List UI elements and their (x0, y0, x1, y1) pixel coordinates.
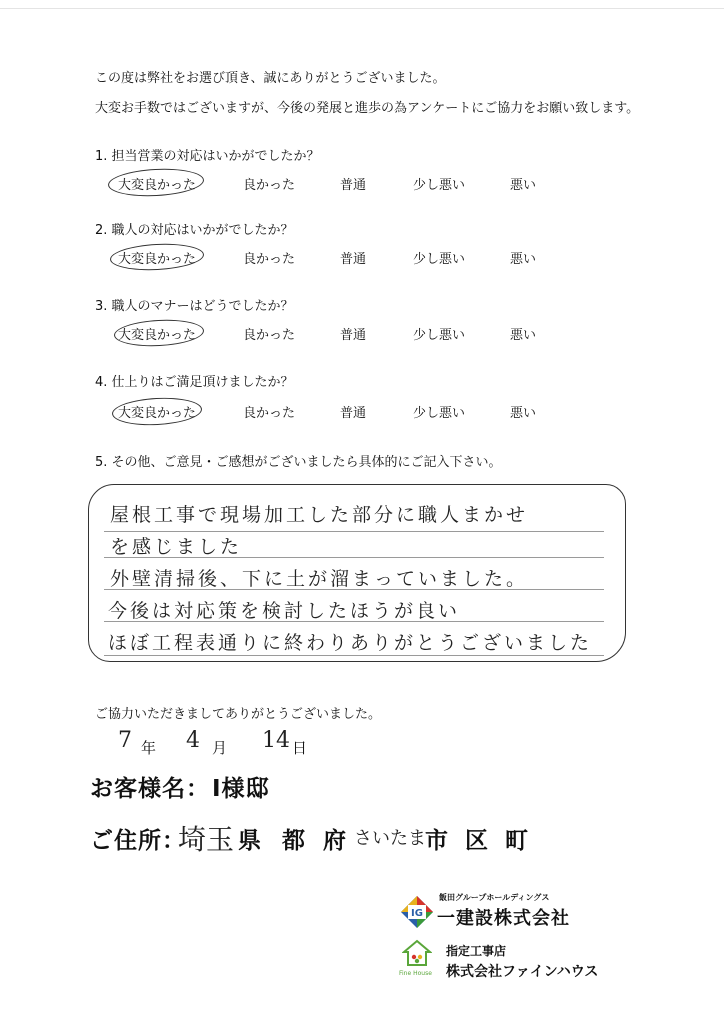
question-3-label: 3. 職人のマナーはどうでしたか？ (95, 299, 294, 314)
intro-line-1: この度は弊社をお選び頂き、誠にありがとうございました。 (95, 71, 446, 86)
q2-option-very-good[interactable]: 大変良かった (118, 252, 197, 267)
ig-logo-text: IG (411, 908, 423, 919)
company-name: 一建設株式会社 (437, 908, 570, 929)
q3-option-average[interactable]: 普通 (340, 328, 367, 343)
date-year-label: 年 (141, 739, 157, 757)
comment-line-1: 屋根工事で現場加工した部分に職人まかせ (110, 504, 529, 526)
address-machi: 町 (505, 828, 528, 854)
q4-option-average[interactable]: 普通 (340, 406, 367, 421)
ig-logo-icon (400, 895, 434, 929)
house-logo-icon (402, 938, 432, 968)
store-label: 指定工事店 (446, 944, 507, 958)
q3-option-good[interactable]: 良かった (243, 328, 296, 343)
q2-option-slightly-bad[interactable]: 少し悪い (413, 252, 466, 267)
comment-line-3: 外壁清掃後、下に土が溜まっていました。 (110, 568, 529, 590)
q1-option-good[interactable]: 良かった (243, 178, 296, 193)
date-month-value: 4 (186, 728, 200, 753)
intro-line-2: 大変お手数ではございますが、今後の発展と進歩の為アンケートにご協力をお願い致します。 (95, 101, 640, 116)
comment-line-5: ほぼ工程表通りに終わりありがとうございました (108, 632, 593, 654)
date-month-label: 月 (212, 739, 228, 757)
address-shi: 市 (425, 828, 448, 854)
customer-name: I様邸 (212, 776, 270, 802)
date-day-value: 14 (262, 728, 290, 753)
question-2-label: 2. 職人の対応はいかがでしたか？ (95, 223, 294, 238)
q2-option-good[interactable]: 良かった (243, 252, 296, 267)
q4-option-bad[interactable]: 悪い (510, 406, 537, 421)
thanks-text: ご協力いただきましてありがとうございました。 (95, 707, 382, 722)
question-4-label: 4. 仕上りはご満足頂けましたか？ (95, 375, 294, 390)
date-year-value: 7 (118, 728, 132, 753)
date-day-label: 日 (292, 739, 308, 757)
address-prefecture: 埼玉 (178, 823, 235, 856)
comment-line-2: を感じました (110, 536, 243, 558)
address-label: ご住所： (90, 828, 186, 854)
question-1-label: 1. 担当営業の対応はいかがでしたか？ (95, 149, 320, 164)
group-name: 飯田グループホールディングス (439, 893, 550, 902)
comment-line-4: 今後は対応策を検討したほうが良い (108, 600, 461, 622)
address-ken: 県 (238, 828, 261, 854)
q4-option-very-good[interactable]: 大変良かった (118, 406, 197, 421)
question-5-label: 5. その他、ご意見・ご感想がございましたら具体的にご記入下さい。 (95, 455, 502, 470)
q3-option-bad[interactable]: 悪い (510, 328, 537, 343)
address-to: 都 (282, 828, 305, 854)
q4-option-slightly-bad[interactable]: 少し悪い (413, 406, 466, 421)
q4-option-good[interactable]: 良かった (243, 406, 296, 421)
address-city: さいたま (354, 828, 426, 849)
q2-option-bad[interactable]: 悪い (510, 252, 537, 267)
q2-option-average[interactable]: 普通 (340, 252, 367, 267)
comment-rule (104, 655, 604, 656)
q1-option-average[interactable]: 普通 (340, 178, 367, 193)
q1-option-bad[interactable]: 悪い (510, 178, 537, 193)
q3-option-slightly-bad[interactable]: 少し悪い (413, 328, 466, 343)
fine-house-caption: Fine House (399, 970, 432, 977)
q3-option-very-good[interactable]: 大変良かった (118, 328, 197, 343)
customer-label: お客様名： (90, 776, 210, 802)
top-rule (0, 8, 724, 9)
address-fu: 府 (323, 828, 346, 854)
address-ku: 区 (465, 828, 488, 854)
store-name: 株式会社ファインハウス (446, 964, 599, 980)
q1-option-slightly-bad[interactable]: 少し悪い (413, 178, 466, 193)
q1-option-very-good[interactable]: 大変良かった (118, 178, 197, 193)
